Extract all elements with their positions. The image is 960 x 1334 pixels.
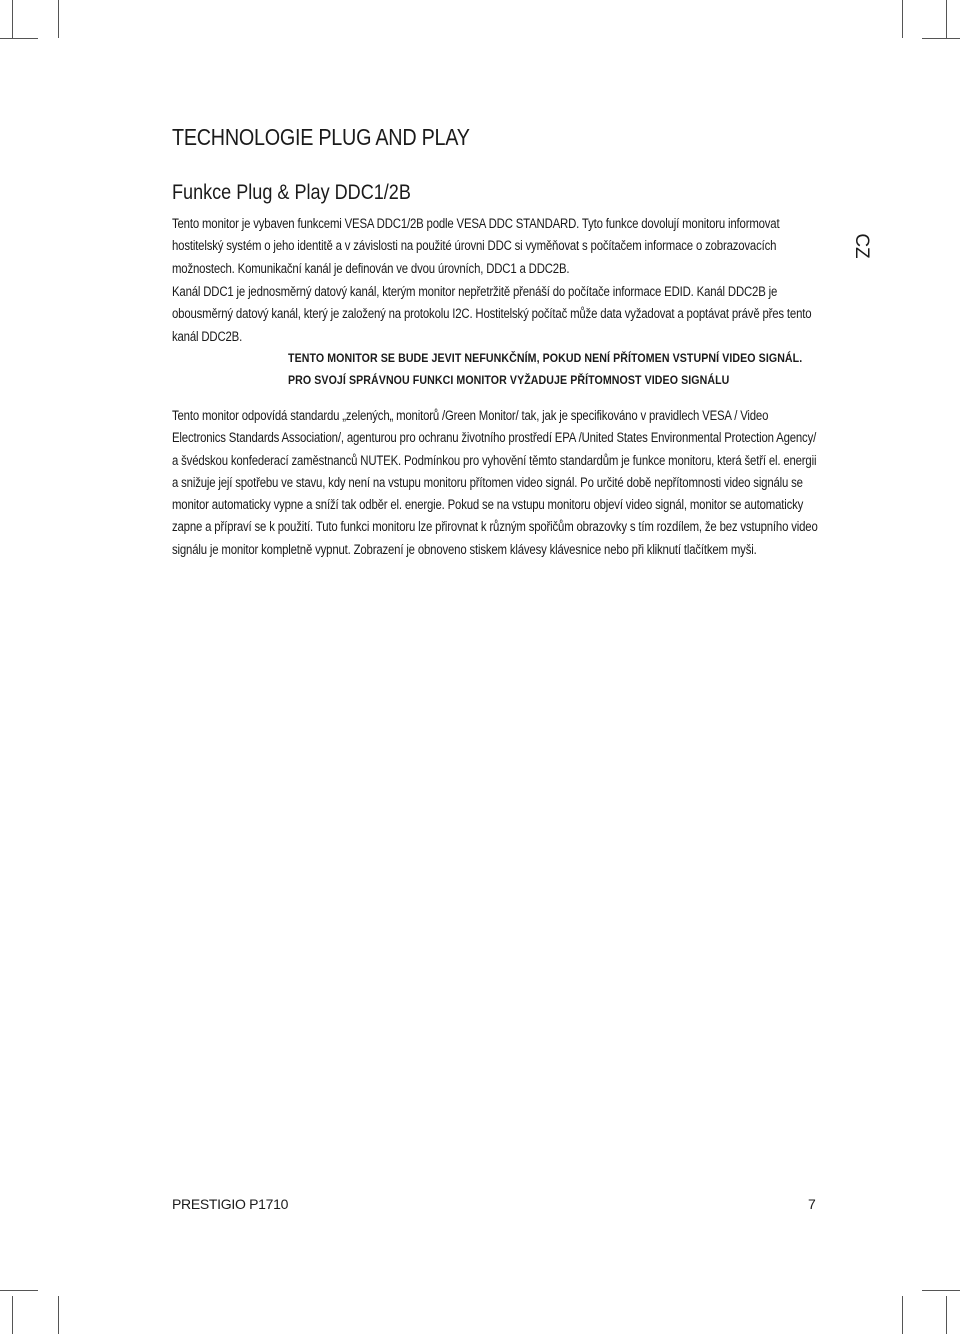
paragraph-green-monitor: Tento monitor odpovídá standardu „zelených„ monitorů /Green Monitor/ tak, jak je specifikováno v pravidlech VESA / Video Electronics Standards Association/, agenturou pro ochranu životního prostředí EPA /United States Environmental Protection Agency/ a švédskou konfederací zaměstnanců NUTEK. Podmínkou pro vyhovění těmto standardům je funkce monitoru, která šetří el. energii a snižuje její spotřebu ve stavu, kdy není na vstupu monitoru přítomen video signál. Po určité době nepřítomnosti video signálu se monitor automaticky vypne a sníží tak odběr el. energie. Pokud se na vstupu monitoru objeví video signál, monitor se automaticky zapne a přípraví se k použití. Tuto funkci monitoru lze přirovnat k různým spořičům obrazovky s tím rozdílem, že bez vstupního video signálu je monitor kompletně vypnut. Zobrazení je obnoveno stiskem klávesy klávesnice nebo při kliknutí tlačítkem myši. xyxy=(172,408,818,557)
section-subtitle: Funkce Plug & Play DDC1/2B xyxy=(172,181,411,204)
crop-mark-bottom-left-vertical xyxy=(12,1296,13,1334)
crop-mark-bottom-left-horizontal xyxy=(0,1290,38,1291)
footer-page-number: 7 xyxy=(808,1196,816,1212)
crop-mark-bottom-right-vertical xyxy=(946,1296,947,1334)
crop-mark-top-right-vertical-inner xyxy=(902,0,903,38)
crop-mark-top-left-vertical-inner xyxy=(58,0,59,38)
crop-mark-bottom-right-horizontal xyxy=(922,1290,960,1291)
warning-notice: TENTO MONITOR SE BUDE JEVIT NEFUNKČNÍM, POKUD NENÍ PŘÍTOMEN VSTUPNÍ VIDEO SIGNÁL. PRO SVOJÍ SPRÁVNOU FUNKCI MONITOR VYŽADUJE PŘÍTOMNOST VIDEO SIGNÁLU xyxy=(288,351,803,387)
crop-mark-top-right-vertical xyxy=(946,0,947,38)
paragraph-ddc-channels: Kanál DDC1 je jednosměrný datový kanál, kterým monitor nepřetržitě přenáší do počítače informace EDID. Kanál DDC2B je obousměrný datový kanál, který je založený na protokolu I2C. Hostitelský počítač může data vyžadovat a poptávat právě přes tento kanál DDC2B. xyxy=(172,284,812,344)
paragraph-ddc-intro: Tento monitor je vybaven funkcemi VESA DDC1/2B podle VESA DDC STANDARD. Tyto funkce dovolují monitoru informovat hostitelský systém o jeho identitě a v závislosti na použité úrovni DDC si vyměňovat s počítačem informace o zobrazovacích možnostech. Komunikační kanál je definován ve dvou úrovních, DDC1 a DDC2B. xyxy=(172,216,780,276)
crop-mark-top-left-horizontal xyxy=(0,38,38,39)
footer-model-name: PRESTIGIO P1710 xyxy=(172,1196,289,1212)
language-tab: CZ xyxy=(851,233,872,259)
crop-mark-top-right-horizontal xyxy=(922,38,960,39)
crop-mark-bottom-left-vertical-inner xyxy=(58,1296,59,1334)
crop-mark-top-left-vertical xyxy=(12,0,13,38)
crop-mark-bottom-right-vertical-inner xyxy=(902,1296,903,1334)
page-title: TECHNOLOGIE PLUG AND PLAY xyxy=(172,124,470,150)
